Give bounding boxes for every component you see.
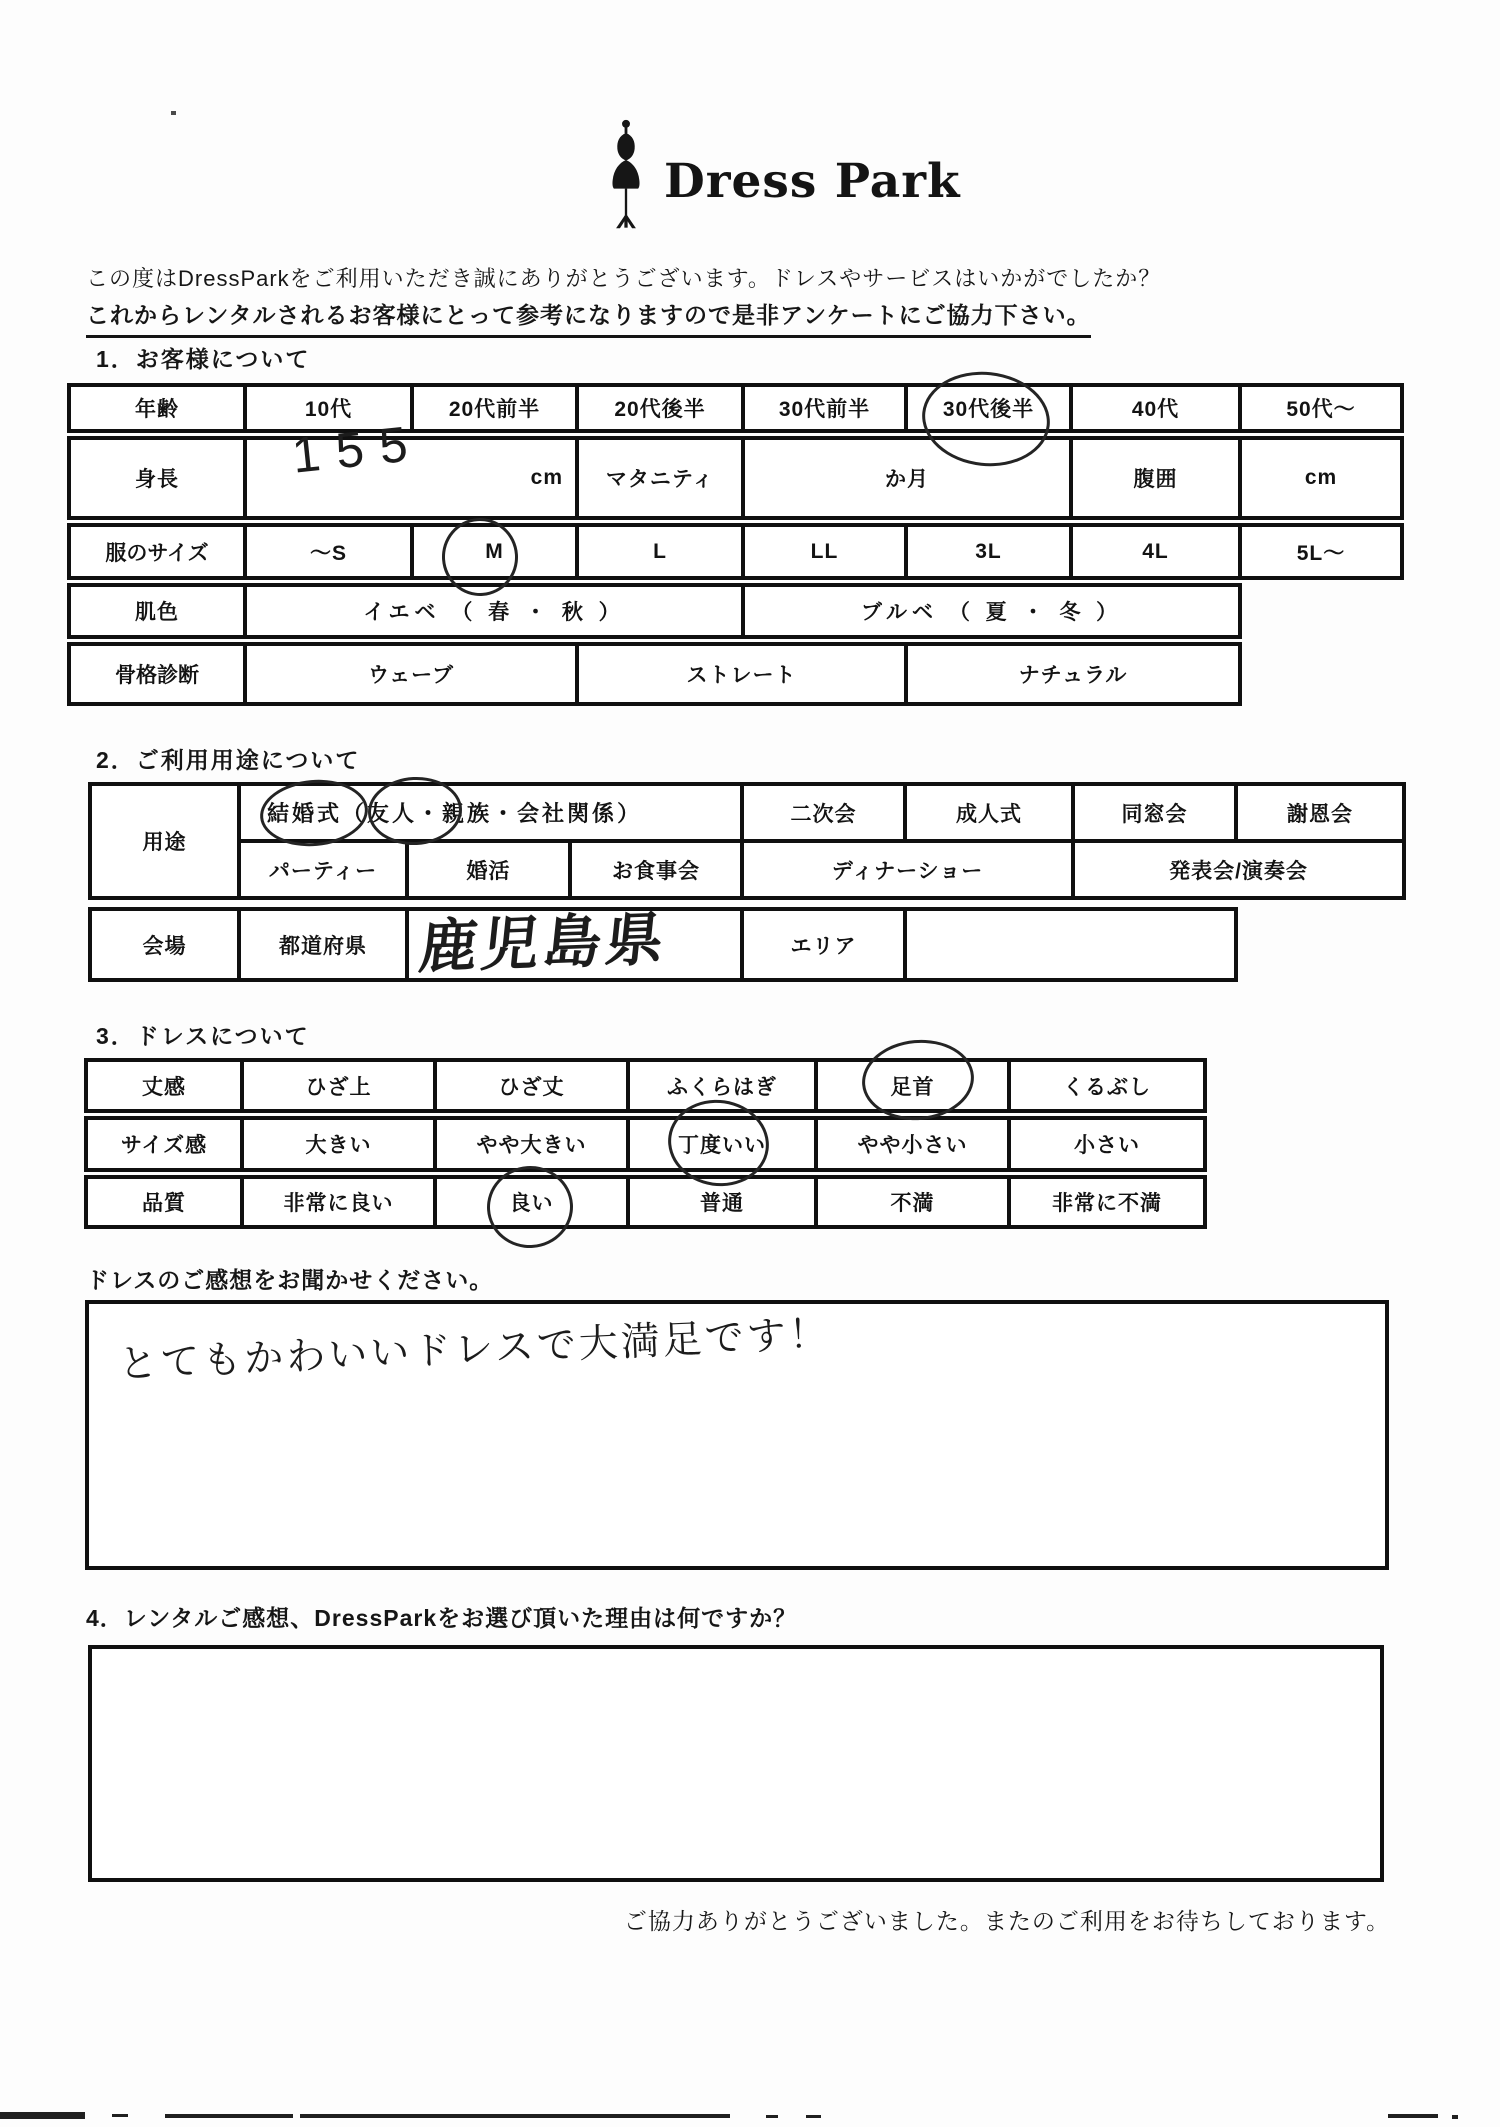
scan-artifact-line [1452, 2115, 1458, 2119]
quality-option-cell-circled: 良い [433, 1175, 630, 1229]
reason-box [88, 1645, 1384, 1882]
scan-speck [171, 111, 176, 115]
skin-tone-row [67, 583, 1404, 639]
paren-close: ） [617, 801, 643, 826]
length-label: 丈感 [84, 1058, 244, 1113]
size-label: 服のサイズ [67, 523, 247, 580]
length-option-cell: くるぶし [1007, 1058, 1207, 1113]
handwritten-comment: とてもかわいいドレスで大満足です！ [117, 1312, 832, 1387]
dress-table [84, 1058, 1207, 1229]
usage-option-cell: お食事会 [568, 839, 744, 900]
fit-option-cell: 大きい [240, 1116, 437, 1172]
wedding-others: ・親族・会社関係 [417, 801, 618, 826]
area-value-cell [903, 907, 1238, 982]
age-option-cell: 10代 [243, 383, 414, 433]
length-row [84, 1058, 1207, 1113]
purpose-label: 用途 [88, 782, 241, 900]
size-option-cell: 4L [1069, 523, 1242, 580]
age-option-cell: 50代～ [1238, 383, 1404, 433]
brand-name: Dress Park [664, 153, 961, 209]
usage-option-cell: 同窓会 [1071, 782, 1238, 843]
age-option-cell: 20代後半 [575, 383, 745, 433]
height-unit: cm [530, 466, 563, 489]
venue-label: 会場 [88, 907, 241, 982]
quality-option-cell: 非常に不満 [1007, 1175, 1207, 1229]
size-option-cell-circled: M [410, 523, 579, 580]
age-option-cell: 20代前半 [410, 383, 579, 433]
quality-option-cell: 普通 [626, 1175, 818, 1229]
skin-tone-label: 肌色 [67, 583, 247, 639]
size-option-cell: L [575, 523, 745, 580]
scan-artifact-line [300, 2114, 730, 2118]
size-option-cell: 3L [904, 523, 1073, 580]
usage-option-cell: 二次会 [740, 782, 907, 843]
age-option-cell-circled: 30代後半 [904, 383, 1073, 433]
usage-option-cell: 謝恩会 [1234, 782, 1406, 843]
maternity-label: マタニティ [575, 436, 745, 520]
fit-label: サイズ感 [84, 1116, 244, 1172]
wedding-option: 結婚式 [267, 801, 343, 826]
frame-option-cell: ストレート [575, 642, 908, 706]
comments-label: ドレスのご感想をお聞かせください。 [86, 1267, 494, 1293]
handwritten-prefecture: 鹿児島県 [416, 906, 671, 981]
usage-option-cell: パーティー [237, 839, 409, 900]
usage-option-cell: 成人式 [903, 782, 1075, 843]
skin-tone-yellow-base: イエベ （ 春 ・ 秋 ） [243, 583, 745, 639]
age-option-cell: 30代前半 [741, 383, 908, 433]
section4-heading: 4．レンタルご感想、DressParkをお選び頂いた理由は何ですか？ [86, 1605, 798, 1631]
prefecture-label: 都道府県 [237, 907, 409, 982]
intro-thanks: この度はDressParkをご利用いただき誠にありがとうございます。ドレスやサービスはいかがでしたか？ [86, 266, 1162, 291]
paren-open: （ [342, 801, 368, 826]
scan-artifact-line [1388, 2114, 1438, 2118]
frame-label: 骨格診断 [67, 642, 247, 706]
scan-artifact-line [0, 2112, 85, 2119]
customer-table [67, 383, 1404, 706]
closing-message: ご協力ありがとうございました。またのご利用をお待ちしております。 [623, 1908, 1390, 1934]
age-row [67, 383, 1404, 433]
venue-row [88, 907, 1406, 982]
quality-option-cell: 不満 [814, 1175, 1011, 1229]
fit-row [84, 1116, 1207, 1172]
intro-request: これからレンタルされるお客様にとって参考になりますので是非アンケートにご協力下さい。 [86, 297, 1091, 338]
age-label: 年齢 [67, 383, 247, 433]
length-option-cell: ふくらはぎ [626, 1058, 818, 1113]
dress-form-icon [602, 118, 650, 230]
usage-option-cell: ディナーショー [740, 839, 1075, 900]
section3-heading: 3．ドレスについて [96, 1023, 310, 1049]
handwritten-height-value: 155 [289, 414, 427, 484]
quality-option-cell: 非常に良い [240, 1175, 437, 1229]
size-option-cell: 5L～ [1238, 523, 1404, 580]
fit-option-cell: やや小さい [814, 1116, 1011, 1172]
length-option-cell-circled: 足首 [814, 1058, 1011, 1113]
brand-logo [602, 118, 961, 230]
scan-artifact-line [766, 2115, 778, 2118]
section2-heading: 2．ご利用用途について [96, 747, 361, 773]
usage-option-cell: 婚活 [405, 839, 572, 900]
usage-row2 [237, 839, 1406, 900]
section1-heading: 1．お客様について [96, 346, 311, 372]
usage-table [88, 782, 1406, 982]
usage-option-cell: 発表会/演奏会 [1071, 839, 1406, 900]
fit-option-cell: やや大きい [433, 1116, 630, 1172]
waist-label: 腹囲 [1069, 436, 1242, 520]
area-label: エリア [740, 907, 907, 982]
quality-row [84, 1175, 1207, 1229]
age-option-cell: 40代 [1069, 383, 1242, 433]
length-option-cell: ひざ丈 [433, 1058, 630, 1113]
friend-option: 友人 [367, 801, 418, 826]
height-row [67, 436, 1404, 520]
scan-artifact-line [165, 2114, 293, 2118]
size-row [67, 523, 1404, 580]
length-option-cell: ひざ上 [240, 1058, 437, 1113]
fit-option-cell-circled: 丁度いい [626, 1116, 818, 1172]
usage-row1 [237, 782, 1406, 843]
skin-tone-blue-base: ブルベ （ 夏 ・ 冬 ） [741, 583, 1242, 639]
frame-row [67, 642, 1404, 706]
months-label: か月 [741, 436, 1073, 520]
frame-option-cell: ウェーブ [243, 642, 579, 706]
quality-label: 品質 [84, 1175, 244, 1229]
height-label: 身長 [67, 436, 247, 520]
size-option-cell: LL [741, 523, 908, 580]
scan-artifact-line [112, 2114, 128, 2117]
wedding-cell [237, 782, 744, 843]
size-option-cell: ～S [243, 523, 414, 580]
waist-unit: cm [1238, 436, 1404, 520]
frame-option-cell: ナチュラル [904, 642, 1242, 706]
fit-option-cell: 小さい [1007, 1116, 1207, 1172]
scan-artifact-line [806, 2115, 821, 2118]
